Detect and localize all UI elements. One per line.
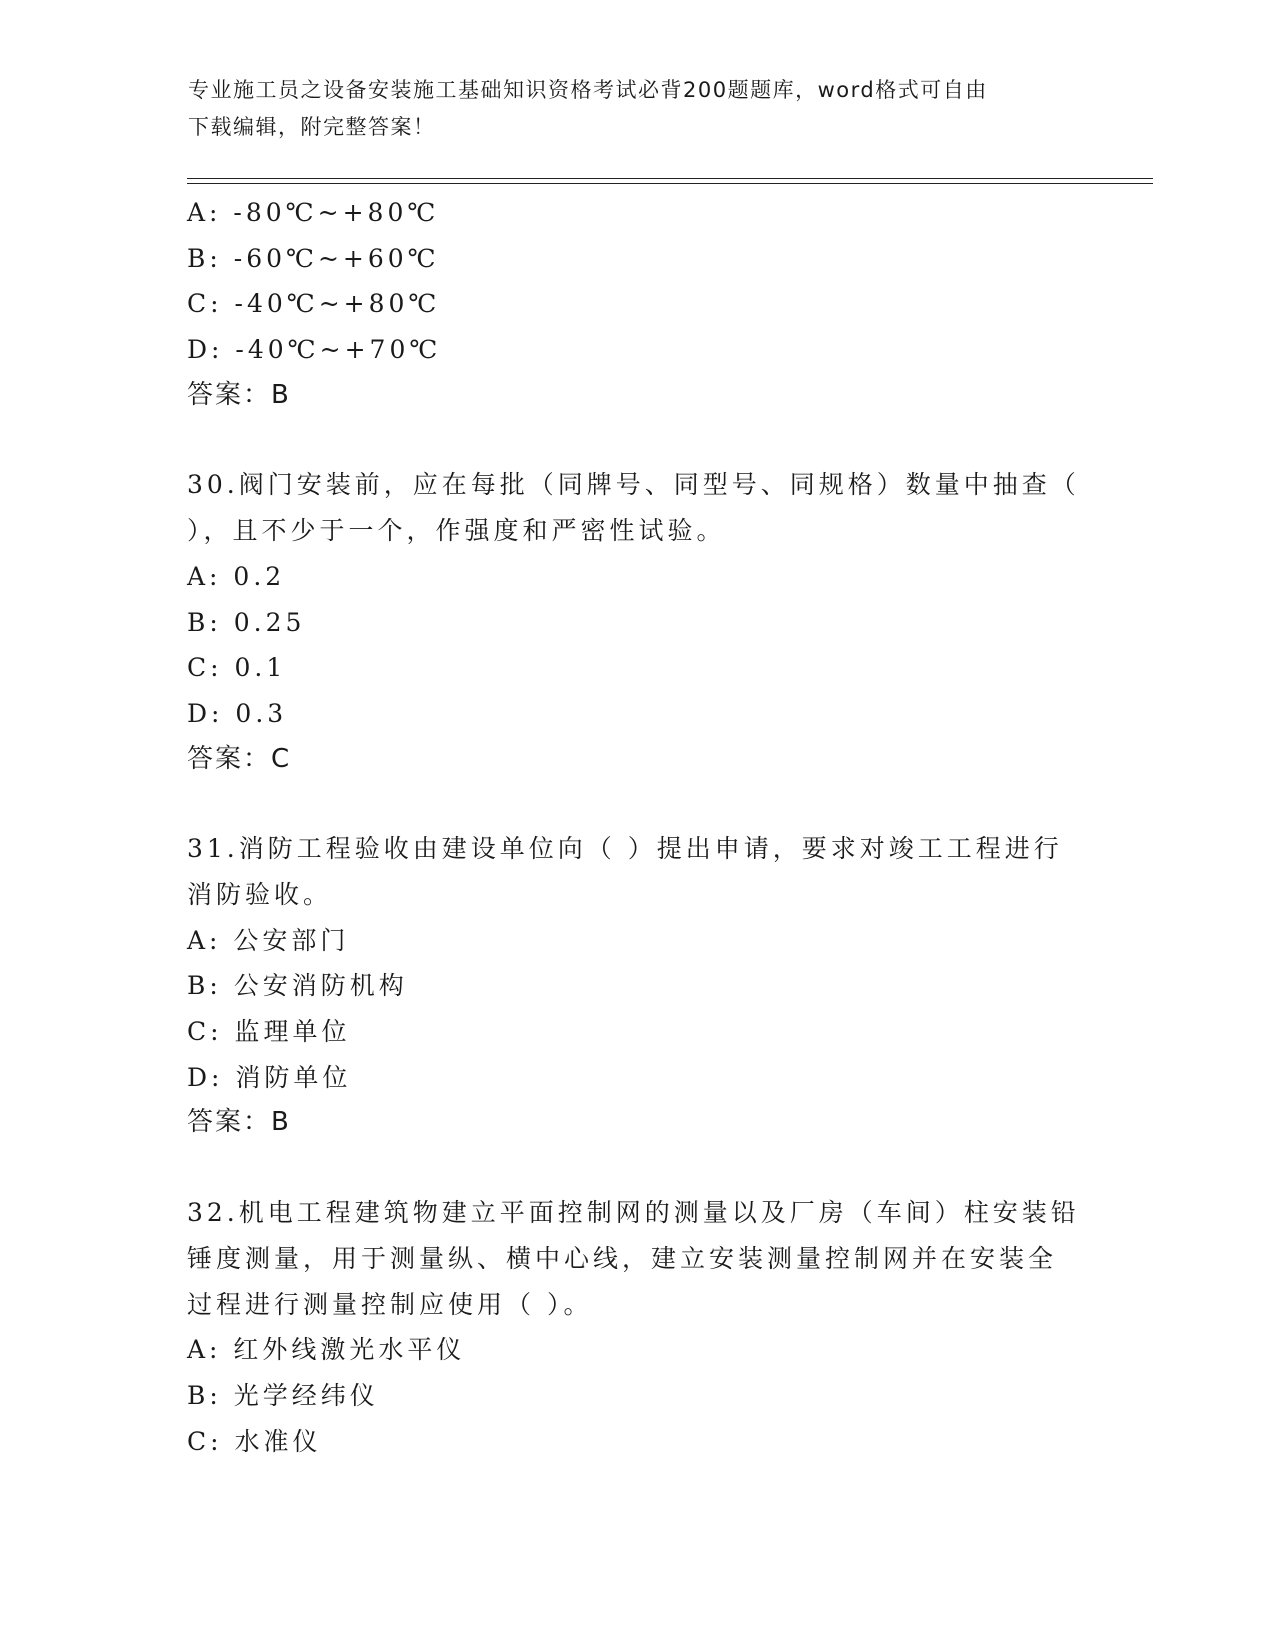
question-32 — [187, 1190, 1087, 1464]
document-header — [188, 72, 1068, 146]
option-a: A: 红外线激光水平仪 — [187, 1335, 466, 1365]
question-text-line: 消防验收。 — [187, 879, 333, 909]
question-content — [187, 190, 1087, 1464]
option-b: B: 0.25 — [187, 607, 306, 637]
answer-line: 答案：B — [187, 1107, 291, 1138]
option-c: C: 监理单位 — [187, 1017, 351, 1047]
answer-line: 答案：B — [187, 379, 291, 410]
header-line-1: 专业施工员之设备安装施工基础知识资格考试必背200题题库，word格式可自由 — [188, 78, 988, 102]
question-text-line: 过程进行测量控制应使用（ ）。 — [187, 1289, 593, 1319]
option-d: D: 0.3 — [187, 698, 288, 728]
header-line-2: 下载编辑，附完整答案！ — [188, 115, 436, 139]
spacer — [187, 1146, 1087, 1190]
option-c: C: -40℃~+80℃ — [187, 289, 441, 319]
option-c: C: 0.1 — [187, 653, 287, 683]
option-a: A: -80℃~+80℃ — [187, 198, 440, 227]
option-d: D: -40℃~+70℃ — [187, 335, 442, 365]
option-c: C: 水准仪 — [187, 1426, 322, 1456]
question-31 — [187, 826, 1087, 1146]
option-a: A: 0.2 — [187, 561, 286, 591]
question-text-line: 30.阀门安装前，应在每批（同牌号、同型号、同规格）数量中抽查（ — [187, 470, 1080, 500]
question-30 — [187, 462, 1087, 782]
question-29-continued — [187, 190, 1087, 418]
option-d: D: 消防单位 — [187, 1062, 352, 1092]
answer-line: 答案：C — [187, 743, 292, 774]
option-a: A: 公安部门 — [187, 925, 350, 955]
option-b: B: 光学经纬仪 — [187, 1380, 379, 1410]
option-b: B: -60℃~+60℃ — [187, 243, 440, 273]
option-b: B: 公安消防机构 — [187, 971, 408, 1001]
header-divider-top — [187, 178, 1153, 179]
spacer — [187, 418, 1087, 462]
question-text-line: ），且不少于一个，作强度和严密性试验。 — [187, 516, 726, 546]
header-divider-bottom — [187, 183, 1153, 184]
question-text-line: 32.机电工程建筑物建立平面控制网的测量以及厂房（车间）柱安装铅 — [187, 1198, 1080, 1228]
spacer — [187, 782, 1087, 826]
question-text-line: 锤度测量，用于测量纵、横中心线，建立安装测量控制网并在安装全 — [187, 1243, 1058, 1273]
question-text-line: 31.消防工程验收由建设单位向（ ）提出申请，要求对竣工工程进行 — [187, 834, 1063, 864]
